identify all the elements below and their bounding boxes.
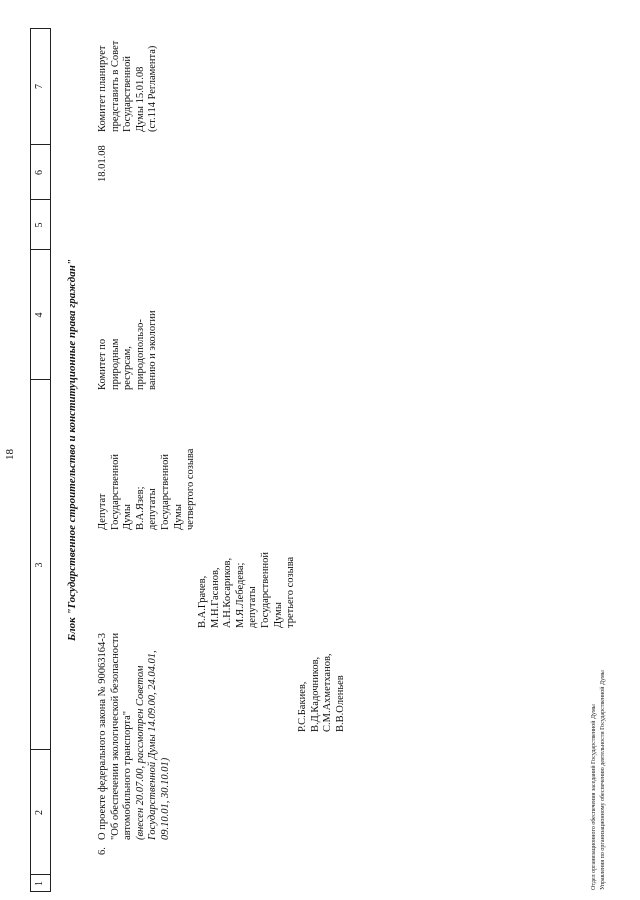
authors-column-3 bbox=[297, 653, 347, 732]
column-number-4: 4 bbox=[34, 312, 45, 318]
author-line: Думы bbox=[172, 504, 184, 530]
author-line: А.Н.Косариков, bbox=[222, 557, 234, 628]
author-line: Р.С.Бакиев, bbox=[297, 681, 308, 732]
author-line: Думы bbox=[272, 602, 284, 628]
remark-line: Комитет планирует bbox=[97, 45, 108, 132]
author-line: Депутат bbox=[97, 493, 108, 530]
planned-date: 18.01.08 bbox=[97, 145, 108, 182]
footer-department bbox=[590, 670, 608, 890]
author-line: четвертого созыва bbox=[185, 448, 197, 530]
footer-line: Отдел организационного обеспечения заседаний Государственной Думы bbox=[591, 704, 597, 890]
author-line: Думы bbox=[122, 504, 134, 530]
responsible-committee bbox=[97, 310, 160, 390]
column-number-6: 6 bbox=[34, 170, 45, 175]
remark bbox=[97, 41, 160, 132]
author-line: М.Н.Гасанов, bbox=[209, 567, 221, 628]
bill-note-line: 09.10.01, 30.10.01) bbox=[159, 757, 171, 840]
block-title: Блок "Государственное строительство и конституционные права граждан" bbox=[66, 259, 78, 641]
column-number-5: 5 bbox=[34, 222, 45, 228]
remark-line: Государственной bbox=[122, 56, 134, 132]
committee-line: природопользо- bbox=[134, 319, 146, 390]
author-line: Государственной bbox=[159, 454, 171, 530]
author-line: депутаты bbox=[147, 488, 159, 530]
author-line: Государственной bbox=[259, 552, 271, 628]
column-number-2: 2 bbox=[34, 810, 45, 815]
author-line: В.А.Язев; bbox=[134, 486, 146, 530]
committee-line: ванию и экологии bbox=[147, 310, 159, 390]
author-line: С.М.Ахметханов, bbox=[322, 653, 334, 732]
author-line: третьего созыва bbox=[285, 556, 297, 628]
author-line: Государственной bbox=[109, 454, 121, 530]
author-line: депутаты bbox=[247, 586, 259, 628]
column-number-3: 3 bbox=[34, 562, 45, 568]
author-line: В.Д.Кадочников, bbox=[309, 656, 321, 732]
committee-line: Комитет по bbox=[97, 338, 108, 390]
bill-title-line: О проекте федерального закона № 90063164-3 bbox=[97, 632, 108, 840]
column-number-1: 1 bbox=[34, 881, 45, 886]
remark-line: (ст.114 Регламента) bbox=[147, 45, 159, 132]
author-line: М.Я.Лебедева; bbox=[234, 562, 246, 628]
bill-note-line: Государственной Думы 14.09.00, 24.04.01, bbox=[147, 650, 159, 840]
author-line: В.В.Оленьев bbox=[334, 675, 346, 732]
bill-title-line: автомобильного транспорта" bbox=[122, 710, 134, 840]
committee-line: природным bbox=[109, 338, 121, 390]
row-number: 6. bbox=[97, 847, 108, 855]
authors-column-2 bbox=[197, 552, 298, 628]
author-line: В.А.Грачев, bbox=[197, 575, 208, 628]
footer-line: Управления по организационному обеспечению деятельности Государственной Думы bbox=[600, 670, 606, 890]
bill-note-line: (внесен 20.07.00, рассмотрен Советом bbox=[134, 665, 146, 840]
bill-description bbox=[97, 633, 173, 840]
authors-column-1 bbox=[97, 449, 198, 530]
committee-line: ресурсам, bbox=[122, 346, 134, 390]
remark-line: представить в Совет bbox=[109, 40, 121, 132]
column-number-7: 7 bbox=[34, 84, 45, 89]
page-number: 18 bbox=[4, 449, 16, 460]
bill-title-line: "Об обеспечении экологической безопасности bbox=[109, 632, 121, 840]
remark-line: Думы 15.01.08 bbox=[134, 66, 146, 132]
